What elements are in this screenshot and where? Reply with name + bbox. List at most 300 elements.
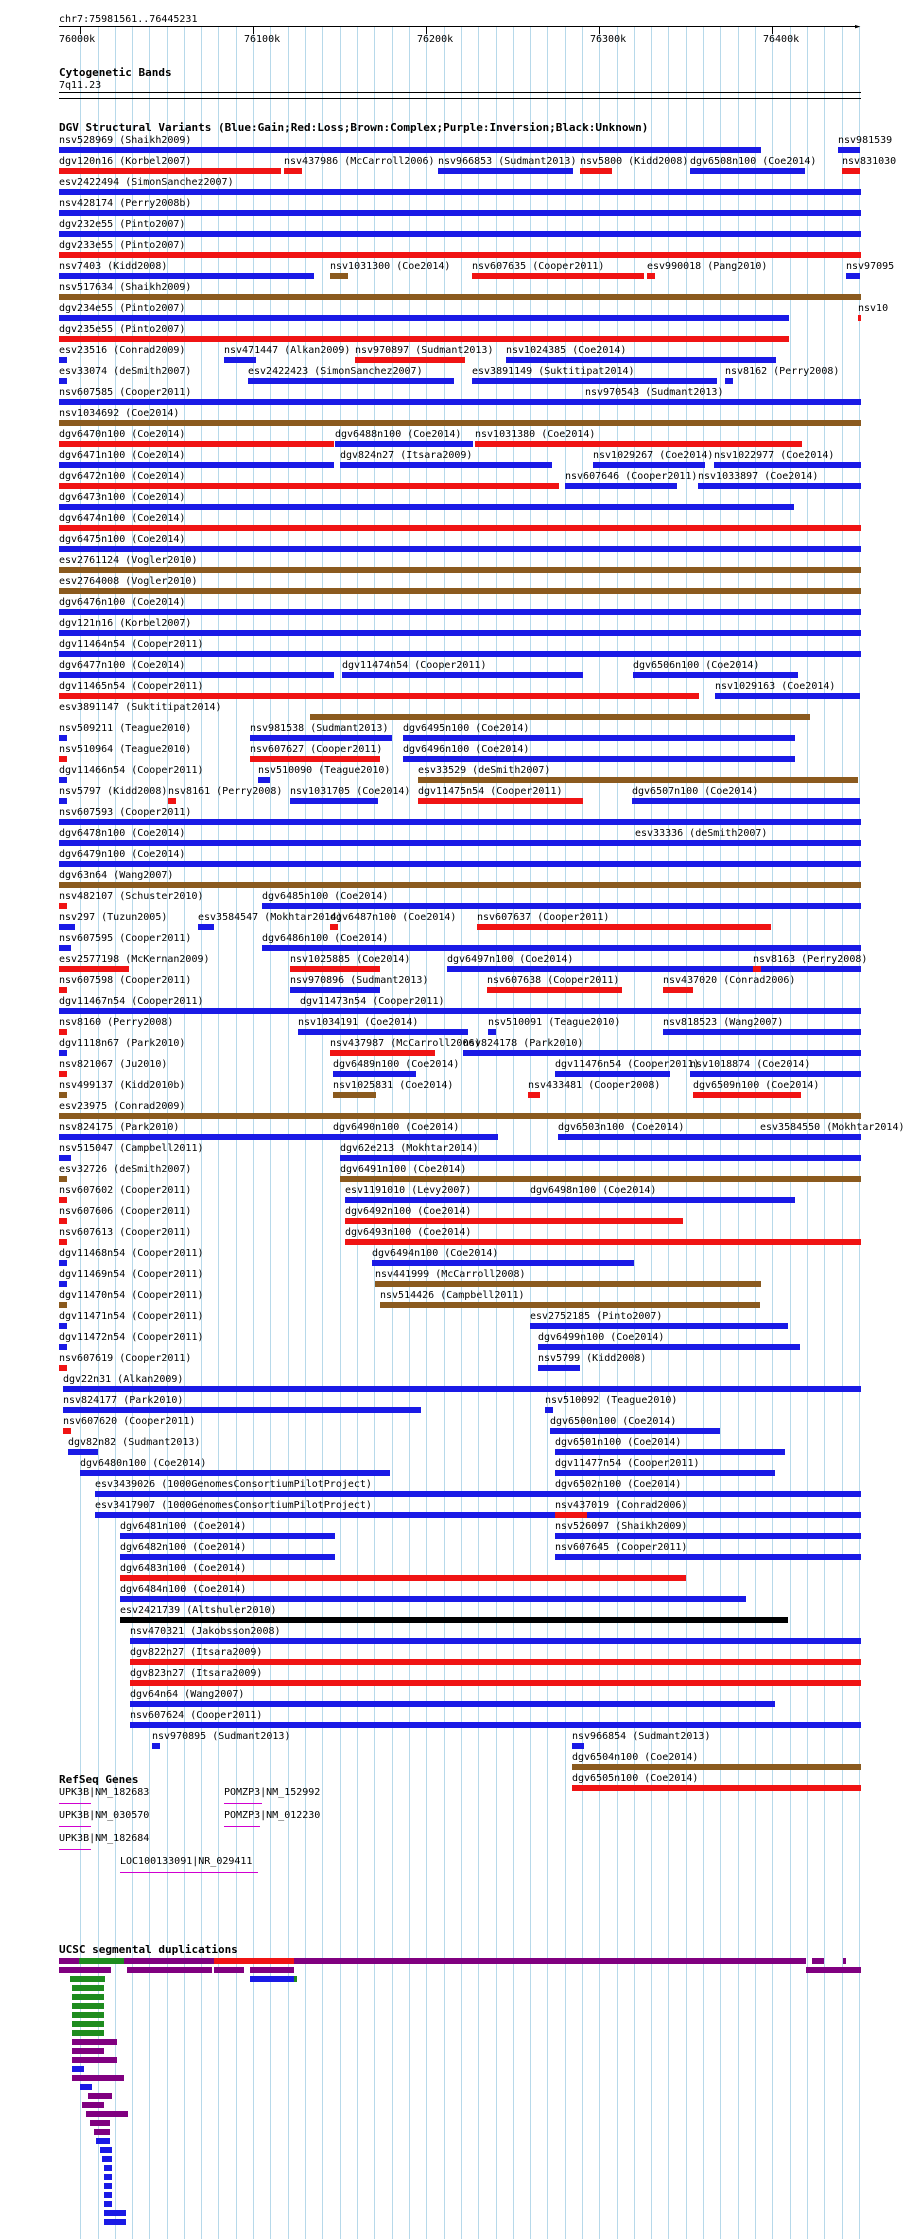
variant-bar[interactable] — [447, 966, 861, 972]
variant-bar[interactable] — [693, 1092, 801, 1098]
variant-label[interactable]: esv23516 (Conrad2009) — [59, 345, 186, 356]
segdup-feature[interactable] — [250, 1976, 294, 1982]
variant-bar[interactable] — [59, 1323, 67, 1329]
variant-label[interactable]: nsv1034191 (Coe2014) — [298, 1017, 419, 1028]
variant-bar[interactable] — [130, 1659, 861, 1665]
variant-label[interactable]: dgv6506n100 (Coe2014) — [633, 660, 760, 671]
variant-label[interactable]: dgv6486n100 (Coe2014) — [262, 933, 389, 944]
variant-label[interactable]: dgv11477n54 (Cooper2011) — [555, 1458, 700, 1469]
variant-bar[interactable] — [593, 462, 705, 468]
variant-bar[interactable] — [698, 483, 861, 489]
segdup-feature[interactable] — [72, 2030, 104, 2036]
variant-bar[interactable] — [95, 1491, 861, 1497]
variant-bar[interactable] — [632, 798, 860, 804]
variant-label[interactable]: esv2761124 (Vogler2010) — [59, 555, 198, 566]
variant-label[interactable]: dgv6488n100 (Coe2014) — [335, 429, 462, 440]
variant-label[interactable]: dgv22n31 (Alkan2009) — [63, 1374, 184, 1385]
variant-label[interactable]: dgv11466n54 (Cooper2011) — [59, 765, 204, 776]
variant-bar[interactable] — [760, 1134, 861, 1140]
variant-bar[interactable] — [248, 378, 454, 384]
variant-label[interactable]: esv2422423 (SimonSanchez2007) — [248, 366, 423, 377]
segdup-feature[interactable] — [104, 2201, 112, 2207]
variant-bar[interactable] — [345, 1239, 861, 1245]
variant-bar[interactable] — [130, 1638, 861, 1644]
variant-bar[interactable] — [472, 273, 644, 279]
variant-bar[interactable] — [555, 1533, 861, 1539]
variant-bar[interactable] — [59, 798, 67, 804]
variant-label[interactable]: esv2421739 (Altshuler2010) — [120, 1605, 277, 1616]
variant-label[interactable]: nsv607595 (Cooper2011) — [59, 933, 192, 944]
variant-label[interactable]: dgv6485n100 (Coe2014) — [262, 891, 389, 902]
segdup-feature[interactable] — [244, 1958, 294, 1964]
variant-label[interactable]: dgv6487n100 (Coe2014) — [330, 912, 457, 923]
variant-bar[interactable] — [59, 336, 789, 342]
variant-label[interactable]: nsv970896 (Sudmant2013) — [290, 975, 429, 986]
segdup-feature[interactable] — [79, 1958, 124, 1964]
variant-bar[interactable] — [59, 420, 861, 426]
variant-label[interactable]: esv3891147 (Suktitipat2014) — [59, 702, 222, 713]
variant-label[interactable]: nsv831030 — [842, 156, 897, 167]
variant-label[interactable]: nsv433481 (Cooper2008) — [528, 1080, 661, 1091]
variant-label[interactable]: dgv6502n100 (Coe2014) — [555, 1479, 682, 1490]
variant-label[interactable]: esv990018 (Pang2010) — [647, 261, 768, 272]
variant-label[interactable]: dgv823n27 (Itsara2009) — [130, 1668, 263, 1679]
segdup-feature[interactable] — [72, 1994, 104, 2000]
variant-bar[interactable] — [472, 378, 717, 384]
variant-label[interactable]: nsv8161 (Perry2008) — [168, 786, 283, 797]
variant-label[interactable]: dgv6480n100 (Coe2014) — [80, 1458, 207, 1469]
variant-bar[interactable] — [335, 441, 473, 447]
variant-label[interactable]: nsv8162 (Perry2008) — [725, 366, 840, 377]
segdup-feature[interactable] — [806, 1967, 861, 1973]
variant-label[interactable]: nsv97095 — [846, 261, 895, 272]
variant-label[interactable]: nsv970895 (Sudmant2013) — [152, 1731, 291, 1742]
variant-bar[interactable] — [130, 1680, 861, 1686]
variant-label[interactable]: nsv5800 (Kidd2008) — [580, 156, 689, 167]
variant-label[interactable]: dgv82n82 (Sudmant2013) — [68, 1437, 201, 1448]
variant-bar[interactable] — [333, 1071, 416, 1077]
variant-label[interactable]: dgv6476n100 (Coe2014) — [59, 597, 186, 608]
variant-bar[interactable] — [59, 441, 334, 447]
variant-label[interactable]: dgv6493n100 (Coe2014) — [345, 1227, 472, 1238]
variant-label[interactable]: dgv6509n100 (Coe2014) — [693, 1080, 820, 1091]
variant-label[interactable]: dgv6489n100 (Coe2014) — [333, 1059, 460, 1070]
variant-label[interactable]: dgv822n27 (Itsara2009) — [130, 1647, 263, 1658]
variant-bar[interactable] — [63, 1407, 421, 1413]
variant-label[interactable]: dgv824n27 (Itsara2009) — [340, 450, 473, 461]
variant-bar[interactable] — [555, 1491, 615, 1497]
segdup-feature[interactable] — [96, 2138, 110, 2144]
variant-bar[interactable] — [375, 1281, 761, 1287]
variant-label[interactable]: dgv1118n67 (Park2010) — [59, 1038, 186, 1049]
variant-bar[interactable] — [59, 651, 861, 657]
variant-bar[interactable] — [59, 1155, 71, 1161]
variant-label[interactable]: nsv437987 (McCarroll2006) — [330, 1038, 481, 1049]
variant-bar[interactable] — [290, 987, 380, 993]
variant-bar[interactable] — [690, 1071, 861, 1077]
variant-bar[interactable] — [438, 168, 573, 174]
segdup-feature[interactable] — [72, 2075, 124, 2081]
variant-label[interactable]: esv2577198 (McKernan2009) — [59, 954, 210, 965]
variant-bar[interactable] — [59, 861, 861, 867]
variant-bar[interactable] — [262, 945, 861, 951]
segdup-feature[interactable] — [59, 1967, 111, 1973]
variant-label[interactable]: esv1191010 (Levy2007) — [345, 1185, 472, 1196]
segdup-feature[interactable] — [812, 1958, 824, 1964]
variant-label[interactable]: nsv528969 (Shaikh2009) — [59, 135, 192, 146]
variant-bar[interactable] — [120, 1596, 746, 1602]
variant-label[interactable]: dgv6508n100 (Coe2014) — [690, 156, 817, 167]
segdup-feature[interactable] — [127, 1967, 212, 1973]
segdup-feature[interactable] — [72, 2039, 117, 2045]
segdup-feature[interactable] — [72, 2048, 104, 2054]
variant-label[interactable]: dgv6470n100 (Coe2014) — [59, 429, 186, 440]
variant-label[interactable]: dgv6479n100 (Coe2014) — [59, 849, 186, 860]
segdup-feature[interactable] — [100, 2147, 112, 2153]
variant-label[interactable]: dgv6478n100 (Coe2014) — [59, 828, 186, 839]
variant-bar[interactable] — [59, 168, 281, 174]
variant-label[interactable]: dgv6501n100 (Coe2014) — [555, 1437, 682, 1448]
variant-bar[interactable] — [59, 735, 67, 741]
variant-bar[interactable] — [59, 462, 334, 468]
segdup-feature[interactable] — [104, 2165, 112, 2171]
variant-label[interactable]: nsv966854 (Sudmant2013) — [572, 1731, 711, 1742]
variant-label[interactable]: nsv607620 (Cooper2011) — [63, 1416, 196, 1427]
variant-label[interactable]: nsv499137 (Kidd2010b) — [59, 1080, 186, 1091]
segdup-feature[interactable] — [82, 2102, 104, 2108]
variant-bar[interactable] — [130, 1722, 861, 1728]
variant-label[interactable]: esv32726 (deSmith2007) — [59, 1164, 192, 1175]
variant-label[interactable]: esv33336 (deSmith2007) — [635, 828, 768, 839]
variant-bar[interactable] — [59, 588, 861, 594]
variant-label[interactable]: nsv981538 (Sudmant2013) — [250, 723, 389, 734]
variant-label[interactable]: nsv471447 (Alkan2009) — [224, 345, 351, 356]
variant-label[interactable]: esv2752185 (Pinto2007) — [530, 1311, 663, 1322]
variant-bar[interactable] — [403, 735, 795, 741]
variant-bar[interactable] — [345, 1218, 683, 1224]
variant-bar[interactable] — [262, 903, 861, 909]
variant-label[interactable]: dgv121n16 (Korbel2007) — [59, 618, 192, 629]
variant-label[interactable]: nsv470321 (Jakobsson2008) — [130, 1626, 281, 1637]
variant-label[interactable]: nsv607646 (Cooper2011) — [565, 471, 698, 482]
variant-bar[interactable] — [59, 273, 314, 279]
variant-bar[interactable] — [858, 315, 861, 321]
variant-label[interactable]: dgv120n16 (Korbel2007) — [59, 156, 192, 167]
variant-bar[interactable] — [300, 1008, 861, 1014]
variant-label[interactable]: nsv8160 (Perry2008) — [59, 1017, 174, 1028]
variant-bar[interactable] — [550, 1428, 720, 1434]
variant-bar[interactable] — [59, 378, 67, 384]
gene-model[interactable] — [224, 1803, 262, 1804]
gene-label[interactable]: UPK3B|NM_182683 — [59, 1787, 150, 1798]
variant-label[interactable]: dgv6484n100 (Coe2014) — [120, 1584, 247, 1595]
variant-bar[interactable] — [59, 693, 699, 699]
variant-bar[interactable] — [380, 1302, 760, 1308]
variant-label[interactable]: dgv6483n100 (Coe2014) — [120, 1563, 247, 1574]
variant-label[interactable]: nsv607627 (Cooper2011) — [250, 744, 383, 755]
variant-label[interactable]: dgv11473n54 (Cooper2011) — [300, 996, 445, 1007]
variant-label[interactable]: nsv1025885 (Coe2014) — [290, 954, 411, 965]
variant-bar[interactable] — [330, 1050, 435, 1056]
variant-bar[interactable] — [59, 945, 71, 951]
variant-bar[interactable] — [477, 924, 771, 930]
variant-bar[interactable] — [250, 735, 392, 741]
segdup-feature[interactable] — [102, 2156, 112, 2162]
variant-bar[interactable] — [59, 546, 861, 552]
variant-bar[interactable] — [572, 1764, 861, 1770]
variant-bar[interactable] — [59, 966, 129, 972]
variant-label[interactable]: nsv981539 — [838, 135, 893, 146]
variant-label[interactable]: dgv6498n100 (Coe2014) — [530, 1185, 657, 1196]
variant-label[interactable]: dgv6482n100 (Coe2014) — [120, 1542, 247, 1553]
variant-label[interactable]: dgv6496n100 (Coe2014) — [403, 744, 530, 755]
variant-label[interactable]: nsv297 (Tuzun2005) — [59, 912, 168, 923]
variant-bar[interactable] — [555, 1512, 587, 1518]
variant-bar[interactable] — [59, 777, 67, 783]
variant-label[interactable]: nsv482107 (Schuster2010) — [59, 891, 204, 902]
segdup-feature[interactable] — [80, 2084, 92, 2090]
variant-bar[interactable] — [418, 798, 583, 804]
segdup-feature[interactable] — [72, 2057, 117, 2063]
segdup-feature[interactable] — [104, 2174, 112, 2180]
variant-bar[interactable] — [403, 756, 795, 762]
variant-bar[interactable] — [555, 1071, 670, 1077]
variant-label[interactable]: dgv6495n100 (Coe2014) — [403, 723, 530, 734]
variant-bar[interactable] — [59, 483, 559, 489]
variant-bar[interactable] — [59, 630, 861, 636]
variant-bar[interactable] — [59, 252, 861, 258]
variant-label[interactable]: nsv1025831 (Coe2014) — [333, 1080, 454, 1091]
segdup-feature[interactable] — [294, 1976, 297, 1982]
variant-label[interactable]: nsv970897 (Sudmant2013) — [355, 345, 494, 356]
variant-bar[interactable] — [663, 987, 693, 993]
variant-bar[interactable] — [95, 1512, 861, 1518]
variant-label[interactable]: dgv6473n100 (Coe2014) — [59, 492, 186, 503]
variant-label[interactable]: dgv11470n54 (Cooper2011) — [59, 1290, 204, 1301]
variant-bar[interactable] — [59, 1218, 67, 1224]
variant-bar[interactable] — [538, 1365, 580, 1371]
variant-label[interactable]: nsv1022977 (Coe2014) — [714, 450, 835, 461]
variant-bar[interactable] — [80, 1470, 390, 1476]
segdup-feature[interactable] — [72, 2003, 104, 2009]
variant-bar[interactable] — [130, 1701, 775, 1707]
variant-bar[interactable] — [59, 189, 861, 195]
variant-label[interactable]: nsv514426 (Campbell2011) — [380, 1290, 525, 1301]
segdup-feature[interactable] — [294, 1958, 806, 1964]
variant-label[interactable]: nsv526097 (Shaikh2009) — [555, 1521, 688, 1532]
variant-label[interactable]: nsv607624 (Cooper2011) — [130, 1710, 263, 1721]
variant-bar[interactable] — [580, 168, 612, 174]
variant-bar[interactable] — [572, 1743, 584, 1749]
variant-bar[interactable] — [330, 924, 338, 930]
variant-label[interactable]: esv2422494 (SimonSanchez2007) — [59, 177, 234, 188]
variant-label[interactable]: dgv6503n100 (Coe2014) — [558, 1122, 685, 1133]
variant-bar[interactable] — [565, 483, 677, 489]
segdup-feature[interactable] — [104, 2219, 126, 2225]
variant-label[interactable]: nsv5799 (Kidd2008) — [538, 1353, 647, 1364]
variant-label[interactable]: dgv233e55 (Pinto2007) — [59, 240, 186, 251]
variant-label[interactable]: dgv6494n100 (Coe2014) — [372, 1248, 499, 1259]
variant-bar[interactable] — [545, 1407, 553, 1413]
variant-bar[interactable] — [59, 1029, 67, 1035]
variant-bar[interactable] — [298, 1029, 468, 1035]
variant-bar[interactable] — [59, 1050, 67, 1056]
variant-bar[interactable] — [488, 1029, 496, 1035]
variant-label[interactable]: dgv6500n100 (Coe2014) — [550, 1416, 677, 1427]
variant-label[interactable]: dgv6471n100 (Coe2014) — [59, 450, 186, 461]
variant-label[interactable]: esv3439026 (1000GenomesConsortiumPilotProject) — [95, 1479, 372, 1490]
segdup-feature[interactable] — [104, 2192, 112, 2198]
variant-label[interactable]: esv23975 (Conrad2009) — [59, 1101, 186, 1112]
variant-label[interactable]: nsv1031705 (Coe2014) — [290, 786, 411, 797]
variant-label[interactable]: nsv1031380 (Coe2014) — [475, 429, 596, 440]
variant-label[interactable]: esv3584550 (Mokhtar2014) — [760, 1122, 905, 1133]
variant-bar[interactable] — [59, 504, 794, 510]
variant-bar[interactable] — [555, 1554, 861, 1560]
variant-label[interactable]: nsv824175 (Park2010) — [59, 1122, 180, 1133]
variant-label[interactable]: nsv510090 (Teague2010) — [258, 765, 391, 776]
variant-bar[interactable] — [725, 378, 733, 384]
variant-bar[interactable] — [530, 1197, 795, 1203]
variant-bar[interactable] — [59, 147, 761, 153]
variant-bar[interactable] — [290, 798, 378, 804]
variant-label[interactable]: dgv11472n54 (Cooper2011) — [59, 1332, 204, 1343]
variant-label[interactable]: dgv6481n100 (Coe2014) — [120, 1521, 247, 1532]
gene-model[interactable] — [224, 1826, 260, 1827]
variant-label[interactable]: nsv515047 (Campbell2011) — [59, 1143, 204, 1154]
segdup-feature[interactable] — [90, 2120, 110, 2126]
variant-bar[interactable] — [342, 672, 583, 678]
variant-label[interactable]: nsv966853 (Sudmant2013) — [438, 156, 577, 167]
gene-label[interactable]: LOC100133091|NR_029411 — [120, 1856, 253, 1867]
variant-label[interactable]: dgv11465n54 (Cooper2011) — [59, 681, 204, 692]
variant-bar[interactable] — [633, 672, 798, 678]
variant-label[interactable]: nsv824177 (Park2010) — [63, 1395, 184, 1406]
segdup-feature[interactable] — [250, 1967, 294, 1973]
variant-bar[interactable] — [59, 1365, 67, 1371]
variant-bar[interactable] — [120, 1617, 788, 1623]
variant-bar[interactable] — [59, 567, 861, 573]
variant-bar[interactable] — [418, 777, 858, 783]
variant-bar[interactable] — [63, 1428, 71, 1434]
variant-label[interactable]: nsv607635 (Cooper2011) — [472, 261, 605, 272]
segdup-feature[interactable] — [104, 2183, 112, 2189]
variant-label[interactable]: nsv8163 (Perry2008) — [753, 954, 868, 965]
variant-label[interactable]: dgv11476n54 (Cooper2011) — [555, 1059, 700, 1070]
variant-bar[interactable] — [487, 987, 622, 993]
variant-bar[interactable] — [120, 1533, 335, 1539]
segdup-feature[interactable] — [72, 1985, 104, 1991]
variant-label[interactable]: nsv607637 (Cooper2011) — [477, 912, 610, 923]
variant-label[interactable]: nsv607598 (Cooper2011) — [59, 975, 192, 986]
variant-label[interactable]: nsv441999 (McCarroll2008) — [375, 1269, 526, 1280]
variant-bar[interactable] — [152, 1743, 160, 1749]
variant-label[interactable]: nsv510964 (Teague2010) — [59, 744, 192, 755]
segdup-feature[interactable] — [214, 1958, 244, 1964]
variant-label[interactable]: nsv1029267 (Coe2014) — [593, 450, 714, 461]
variant-bar[interactable] — [198, 924, 214, 930]
variant-label[interactable]: dgv6492n100 (Coe2014) — [345, 1206, 472, 1217]
variant-bar[interactable] — [372, 1260, 634, 1266]
variant-bar[interactable] — [340, 1176, 861, 1182]
variant-bar[interactable] — [846, 273, 860, 279]
variant-label[interactable]: esv3584547 (Mokhtar2014) — [198, 912, 343, 923]
variant-bar[interactable] — [753, 966, 761, 972]
variant-label[interactable]: nsv1018874 (Coe2014) — [690, 1059, 811, 1070]
variant-label[interactable]: nsv607606 (Cooper2011) — [59, 1206, 192, 1217]
variant-label[interactable]: dgv6491n100 (Coe2014) — [340, 1164, 467, 1175]
variant-label[interactable]: nsv509211 (Teague2010) — [59, 723, 192, 734]
variant-label[interactable]: esv3417907 (1000GenomesConsortiumPilotProject) — [95, 1500, 372, 1511]
variant-bar[interactable] — [59, 315, 789, 321]
variant-label[interactable]: esv33529 (deSmith2007) — [418, 765, 551, 776]
variant-bar[interactable] — [555, 1449, 785, 1455]
variant-bar[interactable] — [224, 357, 256, 363]
segdup-feature[interactable] — [94, 2129, 110, 2135]
variant-bar[interactable] — [59, 1239, 67, 1245]
gene-model[interactable] — [59, 1849, 91, 1850]
variant-bar[interactable] — [120, 1575, 686, 1581]
variant-label[interactable]: dgv234e55 (Pinto2007) — [59, 303, 186, 314]
segdup-feature[interactable] — [843, 1958, 846, 1964]
variant-label[interactable]: dgv6472n100 (Coe2014) — [59, 471, 186, 482]
gene-model[interactable] — [59, 1826, 91, 1827]
variant-label[interactable]: nsv510091 (Teague2010) — [488, 1017, 621, 1028]
variant-bar[interactable] — [463, 1050, 861, 1056]
variant-bar[interactable] — [538, 1344, 800, 1350]
variant-label[interactable]: dgv6497n100 (Coe2014) — [447, 954, 574, 965]
variant-label[interactable]: nsv970543 (Sudmant2013) — [585, 387, 724, 398]
variant-bar[interactable] — [59, 1281, 67, 1287]
variant-bar[interactable] — [663, 1029, 861, 1035]
variant-bar[interactable] — [572, 1785, 861, 1791]
variant-bar[interactable] — [258, 777, 270, 783]
segdup-feature[interactable] — [104, 2210, 126, 2216]
variant-label[interactable]: dgv6504n100 (Coe2014) — [572, 1752, 699, 1763]
variant-label[interactable]: dgv11469n54 (Cooper2011) — [59, 1269, 204, 1280]
variant-label[interactable]: nsv821067 (Ju2010) — [59, 1059, 168, 1070]
variant-bar[interactable] — [528, 1092, 540, 1098]
variant-label[interactable]: esv3891149 (Suktitipat2014) — [472, 366, 635, 377]
variant-bar[interactable] — [59, 924, 75, 930]
variant-label[interactable]: nsv1024385 (Coe2014) — [506, 345, 627, 356]
variant-label[interactable]: nsv824178 (Park2010) — [463, 1038, 584, 1049]
variant-bar[interactable] — [585, 399, 760, 405]
variant-bar[interactable] — [59, 882, 861, 888]
variant-label[interactable]: dgv64n64 (Wang2007) — [130, 1689, 245, 1700]
variant-bar[interactable] — [59, 525, 861, 531]
variant-bar[interactable] — [290, 966, 380, 972]
variant-label[interactable]: dgv6490n100 (Coe2014) — [333, 1122, 460, 1133]
variant-label[interactable]: dgv11468n54 (Cooper2011) — [59, 1248, 204, 1259]
variant-bar[interactable] — [475, 441, 802, 447]
variant-bar[interactable] — [250, 756, 380, 762]
variant-bar[interactable] — [555, 1470, 775, 1476]
variant-bar[interactable] — [168, 798, 176, 804]
variant-label[interactable]: nsv607585 (Cooper2011) — [59, 387, 192, 398]
variant-bar[interactable] — [59, 672, 334, 678]
variant-label[interactable]: nsv607602 (Cooper2011) — [59, 1185, 192, 1196]
gene-model[interactable] — [120, 1872, 258, 1873]
variant-label[interactable]: dgv6474n100 (Coe2014) — [59, 513, 186, 524]
gene-label[interactable]: POMZP3|NM_152992 — [224, 1787, 321, 1798]
variant-label[interactable]: dgv6499n100 (Coe2014) — [538, 1332, 665, 1343]
segdup-feature[interactable] — [70, 1976, 105, 1982]
variant-bar[interactable] — [59, 819, 861, 825]
variant-label[interactable]: nsv428174 (Perry2008b) — [59, 198, 192, 209]
segdup-feature[interactable] — [88, 2093, 112, 2099]
variant-bar[interactable] — [284, 168, 302, 174]
